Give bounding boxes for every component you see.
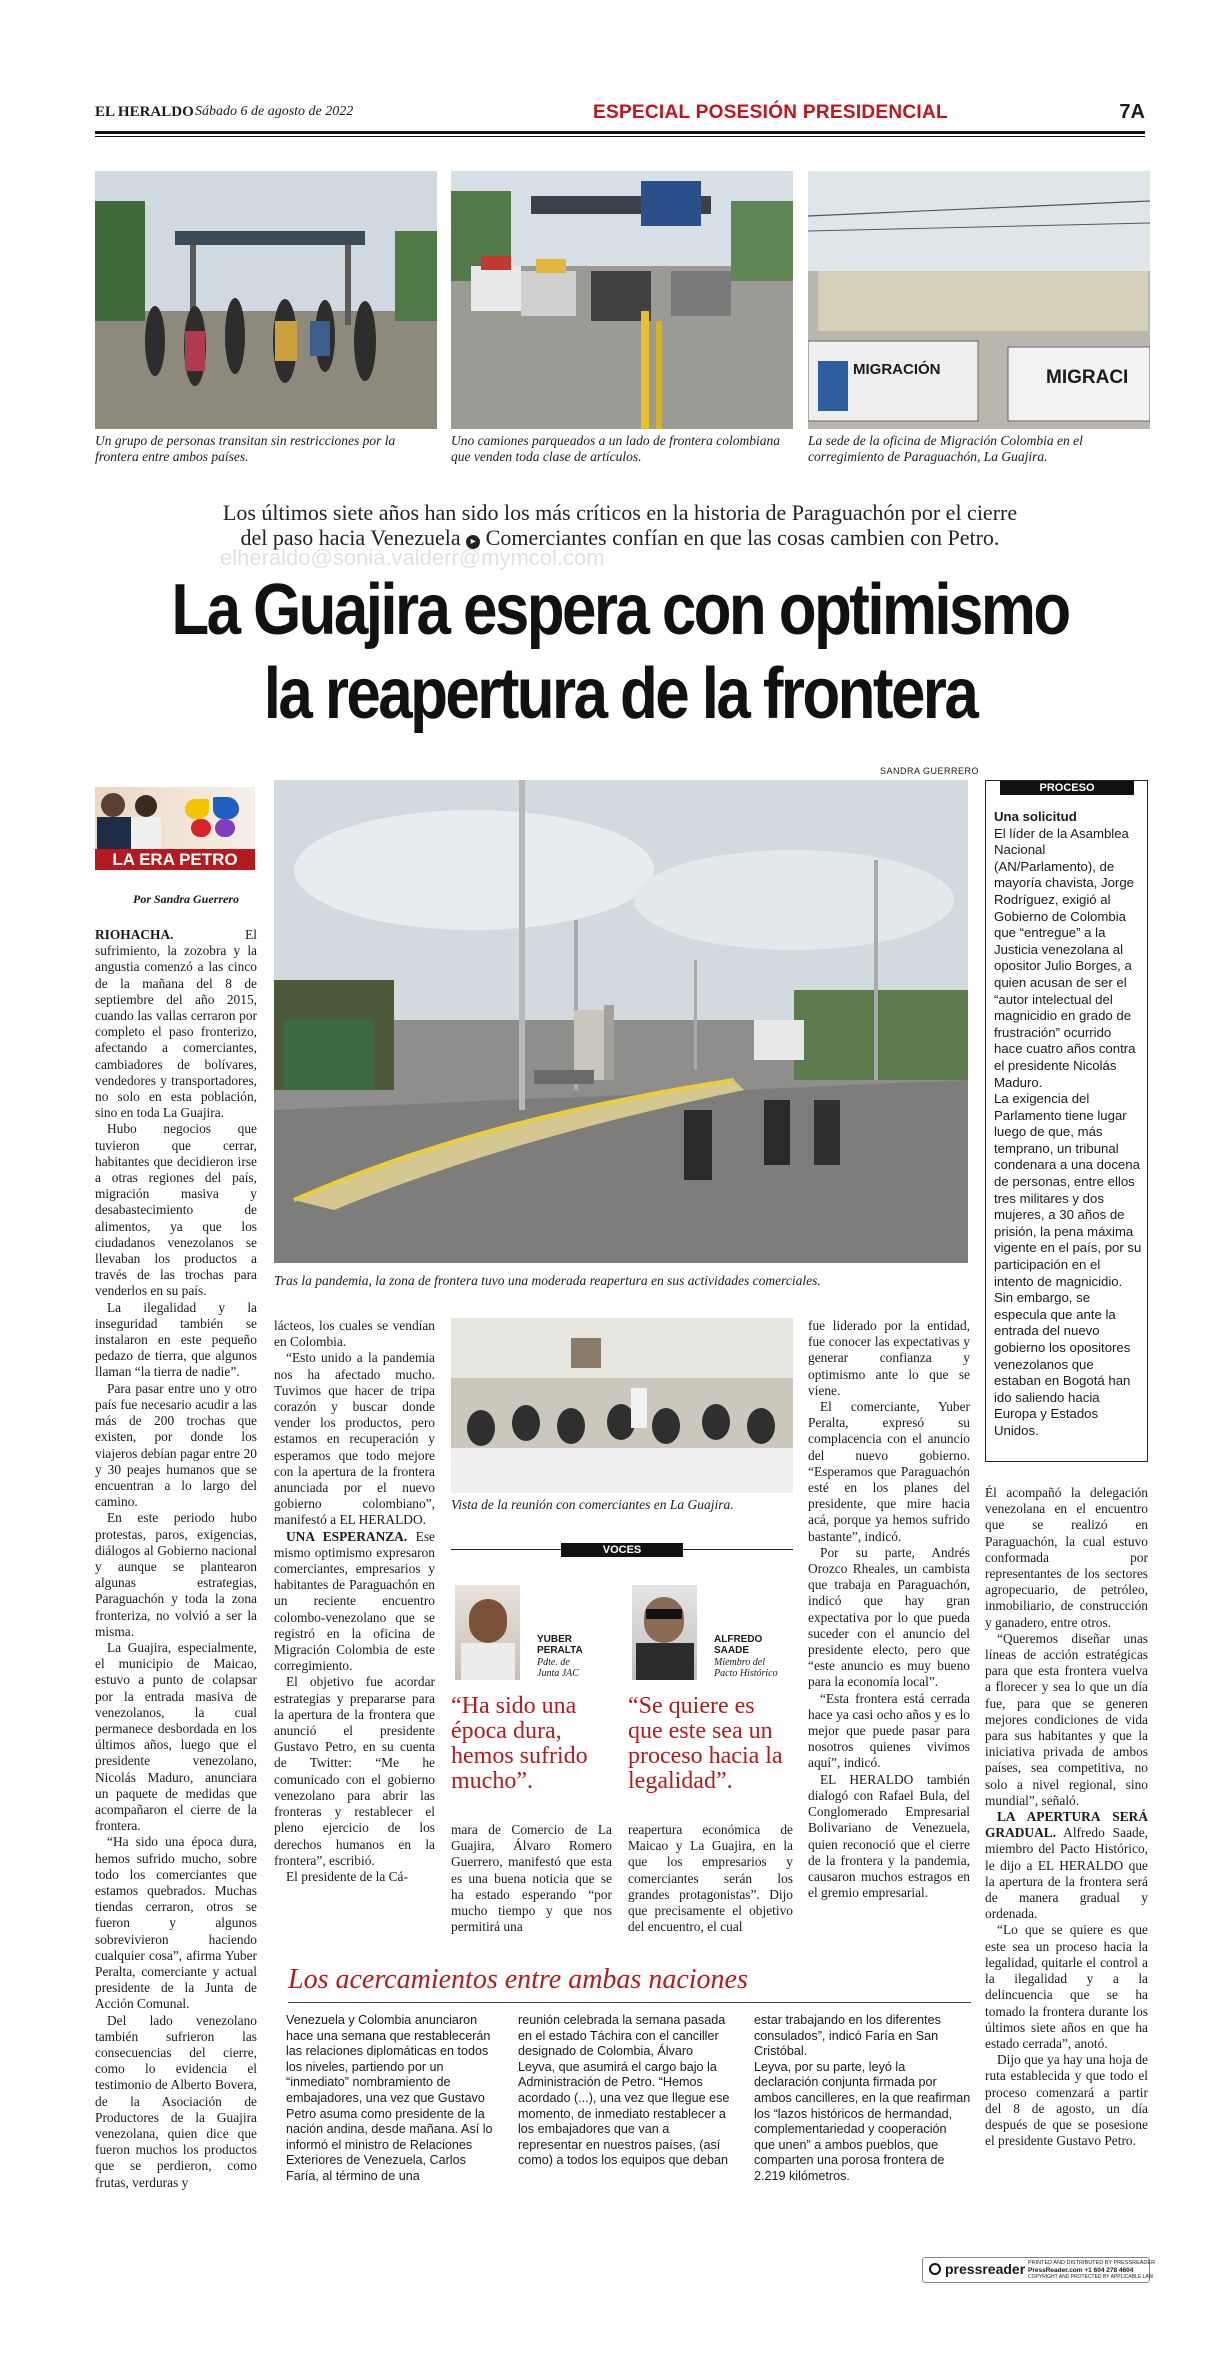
photo-main-border <box>274 780 968 1263</box>
article-paragraph: “Queremos diseñar unas líneas de acción estratégicas para que esta frontera vuelva a florecer y sea lo que un día fue, para que se generen mejores condiciones de vida para sus habitantes y que la iniciativa privada de ambos países, sea competitiva, no solo a nivel regional, sino mundial”, señaló. <box>985 1630 1148 1808</box>
proceso-p3: Sin embargo, se especula que ante la entrada del nuevo gobierno los opositores venezolanos que estaban en Bogotá han ido saliendo hacia Europa y Estados Unidos. <box>994 1290 1131 1438</box>
headline <box>169 568 1072 736</box>
voces-quote-2: “Se quiere es que este sea un proceso hacia la legalidad”. <box>628 1693 783 1794</box>
article-paragraph: RIOHACHA. El sufrimiento, la zozobra y la angustia comenzó a las cinco de la mañana del 8 de septiembre del año 2015, cuando las vallas cerraron por completo el paso fronterizo, afectando a comerciantes, cambiadores de bolívares, vendedores y transportadores, no solo en esta población, sino en toda La Guajira. <box>95 927 257 1121</box>
caption-migracion: La sede de la oficina de Migración Colombia en el corregimiento de Paraguachón, La Guajira. <box>808 433 1083 464</box>
acercamientos-rule <box>288 2002 971 2003</box>
pressreader-footer <box>922 2257 1156 2283</box>
paragraph-lead: UNA ESPERANZA. <box>286 1528 408 1544</box>
paragraph-lead: LA APERTURA SERÁ GRADUAL. <box>985 1809 1148 1841</box>
article-paragraph: “Ha sido una época dura, hemos sufrido mucho, sobre todo los comerciantes que estamos quebrados. Muchas tiendas cerraron, otros se fueron y algunos sobrevivieron haciendo cualquier cosa”, afirma Yuber Peralta, comerciante y actual presidente de la Junta de Acción Comunal. <box>95 1834 257 2012</box>
voces-quote-1: “Ha sido una época dura, hemos sufrido mucho”. <box>451 1693 588 1794</box>
proceso-label: PROCESO <box>1000 781 1134 795</box>
voces-role-1: Pdte. de Junta JAC <box>537 1657 579 1679</box>
voces-person-2 <box>628 1585 793 1815</box>
deck <box>95 500 1145 550</box>
voces-role-2: Miembro del Pacto Histórico <box>714 1657 778 1679</box>
proceso-box <box>985 780 1148 1462</box>
deck-line-1: Los últimos siete años han sido los más críticos en la historia de Paraguachón por el cierre <box>222 500 1018 525</box>
era-petro-logo <box>95 787 255 870</box>
article-col-3b <box>628 1822 793 1935</box>
article-col-1 <box>95 927 257 2191</box>
article-paragraph: EL HERALDO también dialogó con Rafael Bula, del Conglomerado Empresarial Bolivariano de Venezuela, quien reconoció que el cierre de la frontera y la pandemia, causaron muchos estragos en el gremio empresarial. <box>808 1771 970 1901</box>
caption-trucks: Uno camiones parqueados a un lado de frontera colombiana que venden toda clase de artículos. <box>451 433 780 464</box>
article-paragraph: Del lado venezolano también sufrieron las consecuencias del cierre, como lo evidencia el testimonio de Alberto Bovera, de la Asociación de Productores de la Guajira venezolana, quien dice que fueron muchos los productos que se perdieron, como frutas, verduras y <box>95 2012 257 2190</box>
article-paragraph: “Esta frontera está cerrada hace ya casi ocho años y es lo mejor que puede pasar para nosotros quienes vivimos aquí”, indicó. <box>808 1690 970 1771</box>
acercamientos-box <box>274 1960 971 2183</box>
voces-name-1b: PERALTA <box>537 1645 583 1656</box>
article-paragraph: Él acompañó la delegación venezolana en el encuentro que se realizó en Paraguachón, la cual estuvo conformada por representantes de los sectores agropecuario, de petróleo, inmobiliario, de construcción y ganadero, entre otros. <box>985 1485 1148 1630</box>
migracion-sign-left: MIGRACIÓN <box>853 361 941 378</box>
article-col-3 <box>451 1822 612 1935</box>
article-paragraph: Por su parte, Andrés Orozco Rheales, un cambista que trabaja en Paraguachón, indicó que hay gran expectativa por lo que pueda suceder con el anuncio del presidente electo, pero que “este anuncio es muy bueno para la economía local”. <box>808 1544 970 1690</box>
article-paragraph: “Lo que se quiere es que este sea un proceso hacia la legalidad, quitarle el control a la ilegalidad y a la delincuencia que se ha tomado la frontera durante los últimos siete años en que ha estado cerrada”, anotó. <box>985 1922 1148 2051</box>
portrait-alfredo <box>632 1585 697 1680</box>
paragraph-lead: RIOHACHA. <box>95 927 174 942</box>
voces-name-2a: ALFREDO <box>714 1634 763 1645</box>
acercamientos-col-3: estar trabajando en los diferentes consulados”, indicó Faría en San Cristóbal. Leyva, por su parte, leyó la declaración conjunta firmada por ambos cancilleres, en la que reafirman los “lazos históricos de hermandad, complementariedad y cooperación que unen” a ambos pueblos, que comparten una porosa frontera de 2.219 kilómetros. <box>754 2013 971 2183</box>
acercamientos-col-1: Venezuela y Colombia anunciaron hace una semana que restablecerán las relaciones diplomáticas en todos los niveles, partiendo por un “inmediato” nombramiento de embajadores, una vez que Gustavo Petro asuma como presidente de la nación andina, desde mañana. Así lo informó el ministro de Relaciones Exteriores de Venezuela, Carlos Faría, al término de una <box>286 2013 493 2183</box>
era-petro-label: LA ERA PETRO <box>95 849 255 870</box>
article-paragraph: reapertura económica de Maicao y La Guajira, en la que los empresarios y comerciantes serán los grandes protagonistas”. Dijo que precisamente el objetivo del encuentro, el cual <box>628 1822 793 1935</box>
byline: Por Sandra Guerrero <box>133 892 240 906</box>
proceso-title: Una solicitud <box>994 809 1077 824</box>
photo-parked-trucks <box>451 171 793 429</box>
proceso-text <box>994 809 1142 1440</box>
photo-reunion <box>451 1318 793 1493</box>
article-paragraph: El comerciante, Yuber Peralta, expresó su complacencia con el anuncio del nuevo gobierno. “Esperamos que Paraguachón esté en los planes del presidente, que mire hacia acá, porque ya hemos sufrido bastante”, indicó. <box>808 1399 970 1544</box>
photo-border-crowd <box>95 171 437 429</box>
article-paragraph: Para pasar entre uno y otro país fue necesario acudir a las más de 200 trochas que existen, por donde los viajeros debían pagar entre 20 y 30 peajes humanos que se encuentran a lo largo del camino. <box>95 1380 257 1510</box>
pressreader-line3: COPYRIGHT AND PROTECTED BY APPLICABLE LAW <box>1028 2274 1154 2280</box>
voces-label: VOCES <box>561 1543 683 1557</box>
pressreader-line1: PRINTED AND DISTRIBUTED BY PRESSREADER <box>1028 2260 1156 2266</box>
bullet-icon: ▸ <box>466 535 480 549</box>
article-paragraph: El presidente de la Cá- <box>286 1868 408 1884</box>
headline-line-2: la reapertura de la frontera <box>263 654 977 734</box>
article-paragraph: lácteos, los cuales se vendían en Colombia. <box>274 1318 435 1350</box>
deck-line-2: del paso hacia Venezuela ▸ Comerciantes confían en que las cosas cambien con Petro. <box>240 525 1000 550</box>
voces-person-1 <box>451 1585 616 1815</box>
migracion-sign-right: MIGRACI <box>1046 367 1129 388</box>
proceso-p2: La exigencia del Parlamento tiene lugar luego de que, más temprano, un tribunal condenara a una docena de personas, entre ellos tres militares y dos mujeres, a 30 años de prisión, la pena máxima vigente en el país, por su participación en el intento de magnicidio. <box>994 1091 1142 1289</box>
article-col-5 <box>985 1485 1148 2149</box>
article-paragraph: Hubo negocios que tuvieron que cerrar, habitantes que decidieron irse a otras regiones del país, migración masiva y desabastecimiento de alimentos, ya que los ciudadanos venezolanos se llevaban los productos a través de las trochas para venderlos en su país. <box>95 1121 257 1299</box>
article-paragraph: Dijo que ya hay una hoja de ruta establecida y que todo el proceso comenzará a partir del 8 de agosto, un día después de que se posesione el presidente Gustavo Petro. <box>985 2052 1148 2149</box>
headline-line-1: La Guajira espera con optimismo <box>171 570 1069 650</box>
pressreader-line2: PressReader.com +1 604 278 4604 <box>1028 2267 1134 2274</box>
main-caption: Tras la pandemia, la zona de frontera tuvo una moderada reapertura en sus actividades comerciales. <box>274 1273 821 1288</box>
article-paragraph: LA APERTURA SERÁ GRADUAL. Alfredo Saade, miembro del Pacto Histórico, le dijo a EL HERALDO que la apertura de la frontera será de manera gradual y ordenada. <box>985 1809 1148 1922</box>
article-paragraph: mara de Comercio de La Guajira, Álvaro Romero Guerrero, manifestó que esta es una buena noticia que se ha estado esperando “por mucho tiempo y que nos permitirá una <box>451 1822 612 1935</box>
page-number: 7A <box>1119 101 1145 123</box>
acercamientos-title: Los acercamientos entre ambas naciones <box>288 1964 748 1995</box>
article-paragraph: El objetivo fue acordar estrategias y prepararse para la apertura de la frontera que anunció el presidente Gustavo Petro, en su cuenta de Twitter: “Me he comunicado con el gobierno venezolano para abrir las fronteras y restablecer el pleno ejercicio de los derechos humanos en la frontera”, escribió. <box>274 1674 435 1868</box>
photo-credit: SANDRA GUERRERO <box>880 766 980 776</box>
header-date: Sábado 6 de agosto de 2022 <box>195 104 354 119</box>
acercamientos-col-2: reunión celebrada la semana pasada en el estado Táchira con el canciller designado de Colombia, Álvaro Leyva, que asumirá el cargo bajo la Administración de Petro. “Hemos acordado (...), una vez que llegue ese momento, de inmediato restablecer a los embajadores que van a representar en nuestros países, (así como) a todos los equipos que deban <box>518 2013 730 2168</box>
proceso-p1: El líder de la Asamblea Nacional (AN/Parlamento), de mayoría chavista, Jorge Rodríguez, exigió al Gobierno de Colombia que “entregue” a la Justicia venezolana al opositor Julio Borges, a quien acusan de ser el “autor intelectual del magnicidio en grado de frustración” ocurrido hace cuatro años contra el presidente Nicolás Maduro. <box>994 825 1136 1090</box>
pressreader-logo-icon <box>929 2263 941 2275</box>
article-col-2 <box>274 1318 435 1885</box>
article-paragraph: La Guajira, especialmente, el municipio de Maicao, estuvo a punto de colapsar por la entrada masiva de venezolanos, la cual permanece desbordada en los últimos años, luego que el presidente venezolano, Nicolás Maduro, anunciara un paquete de medidas que acompañaron el cierre de la frontera. <box>95 1639 257 1834</box>
header-rule <box>95 131 1145 134</box>
header-rule-thin <box>95 136 1145 137</box>
portrait-yuber <box>455 1585 520 1680</box>
header-bar <box>95 100 1145 126</box>
article-paragraph: En este periodo hubo protestas, paros, exigencias, diálogos al Gobierno nacional y aunque se plantearon algunas estrategias, Paraguachón y toda la zona fronteriza, no volvió a ser la misma. <box>95 1510 257 1639</box>
voces-name-2b: SAADE <box>714 1645 750 1656</box>
article-col-4 <box>808 1318 970 1901</box>
butterfly-icon <box>185 793 245 843</box>
section-title: ESPECIAL POSESIÓN PRESIDENCIAL <box>593 102 948 123</box>
article-paragraph: UNA ESPERANZA. Ese mismo optimismo expresaron comerciantes, empresarios y habitantes de Paraguachón en un reciente encuentro colombo-venezolano que se registró en la oficina de Migración Colombia de este corregimiento. <box>274 1528 435 1674</box>
voces-name-1a: YUBER <box>537 1634 573 1645</box>
era-petro-photo <box>95 787 255 849</box>
masthead: EL HERALDO <box>95 104 194 120</box>
article-paragraph: “Esto unido a la pandemia nos ha afectado mucho. Tuvimos que hacer de tripa corazón y buscar donde vender los productos, pero estamos en recuperación y esperamos que todo mejore con la apertura de la frontera anunciada por el nuevo gobierno colombiano”, manifestó a EL HERALDO. <box>274 1350 435 1528</box>
caption-reunion: Vista de la reunión con comerciantes en La Guajira. <box>451 1497 734 1512</box>
caption-crowd: Un grupo de personas transitan sin restricciones por la frontera entre ambos países. <box>95 433 396 464</box>
article-paragraph: fue liderado por la entidad, fue conocer las expectativas y generar confianza y optimismo ante lo que se viene. <box>808 1318 970 1398</box>
pressreader-brand: pressreader <box>945 2261 1026 2277</box>
watermark: elheraldo@sonia.valderr@mymcol.com <box>220 545 605 570</box>
article-paragraph: La ilegalidad y la inseguridad también se instalaron en este pequeño pedazo de tierra, que algunos llaman “la tierra de nadie”. <box>95 1299 257 1380</box>
photo-migracion-office <box>808 171 1150 429</box>
